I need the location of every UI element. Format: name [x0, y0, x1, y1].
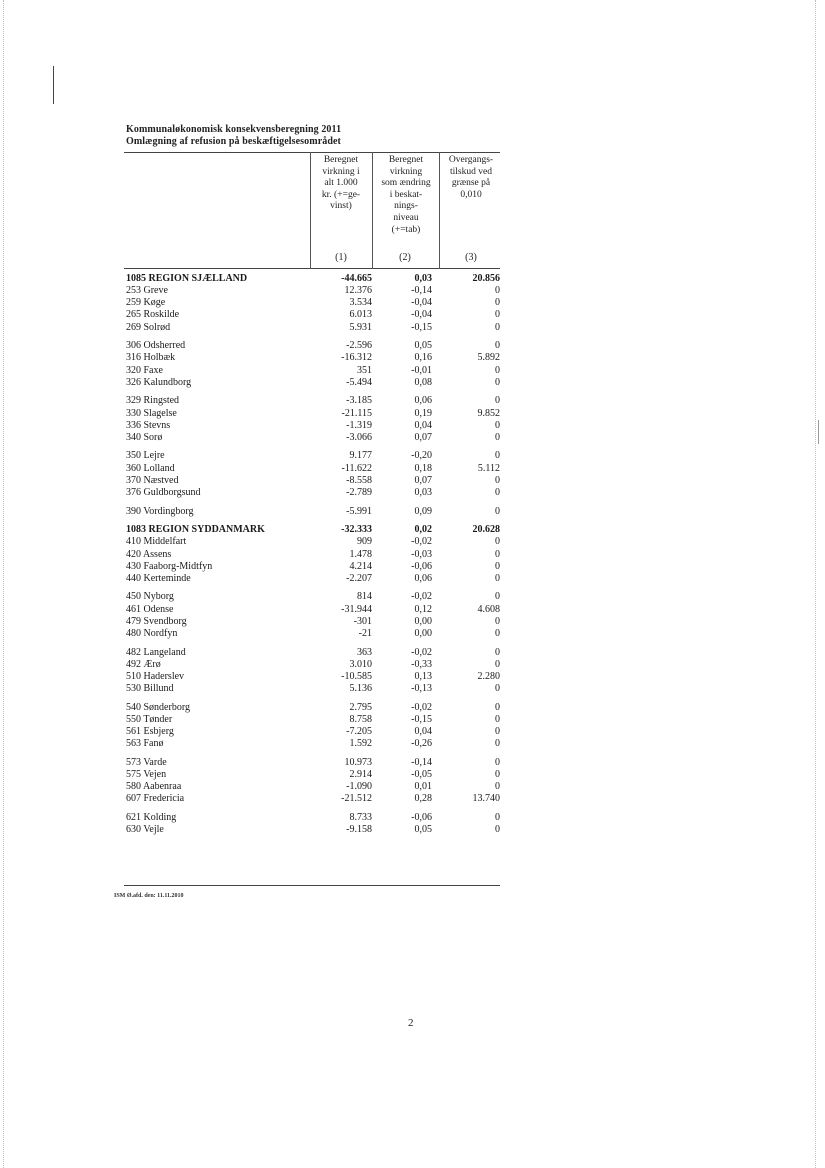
row-value-col2: -0,14 [411, 756, 432, 768]
row-name: 561 Esbjerg [126, 725, 174, 737]
row-name: 326 Kalundborg [126, 376, 192, 388]
table-row [0, 781, 825, 793]
row-value-col3: 13.740 [472, 793, 500, 805]
row-name: 461 Odense [126, 603, 174, 615]
row-value-col2: -0,05 [411, 768, 432, 780]
row-value-col1: 2.914 [349, 768, 372, 780]
row-value-col2: -0,01 [411, 364, 432, 376]
table-row [0, 285, 825, 297]
row-value-col3: 0 [495, 536, 500, 548]
row-name: 265 Roskilde [126, 309, 180, 321]
row-value-col3: 0 [495, 505, 500, 517]
row-value-col3: 0 [495, 297, 500, 309]
row-value-col1: -11.622 [341, 462, 372, 474]
row-value-col1: -3.066 [346, 431, 372, 443]
row-value-col2: 0,00 [414, 615, 432, 627]
row-name: 253 Greve [126, 285, 168, 297]
row-value-col1: -16.312 [341, 352, 372, 364]
row-value-col1: 1.478 [349, 548, 372, 560]
row-value-col3: 0 [495, 548, 500, 560]
table-row [0, 561, 825, 573]
row-name: 440 Kerteminde [126, 572, 191, 584]
row-value-col2: 0,19 [414, 407, 432, 419]
row-value-col2: -0,04 [411, 309, 432, 321]
row-value-col3: 0 [495, 340, 500, 352]
row-value-col2: -0,06 [411, 560, 432, 572]
row-value-col3: 0 [495, 450, 500, 462]
row-value-col1: -7.205 [346, 725, 372, 737]
table-row [0, 812, 825, 824]
table-row [0, 297, 825, 309]
table-row [0, 352, 825, 364]
row-value-col2: 0,03 [414, 486, 432, 498]
row-value-col3: 2.280 [477, 670, 500, 682]
document-subtitle: Omlægning af refusion på beskæftigelsesområdet [126, 136, 341, 147]
row-value-col1: -21.115 [341, 407, 372, 419]
row-name: 336 Stevns [126, 419, 171, 431]
row-name: 573 Varde [126, 756, 167, 768]
row-name: 575 Vejen [126, 768, 167, 780]
row-value-col2: 0,02 [414, 524, 432, 536]
row-value-col3: 20.628 [472, 524, 500, 536]
column-number-3: (3) [465, 252, 477, 263]
table-row [0, 340, 825, 352]
table-row [0, 506, 825, 518]
row-value-col3: 0 [495, 738, 500, 750]
footer-note: ISM Ø.afd. den: 11.11.2010 [114, 893, 184, 899]
row-value-col2: -0,26 [411, 738, 432, 750]
row-name: 360 Lolland [126, 462, 175, 474]
row-value-col2: -0,02 [411, 646, 432, 658]
row-name: 482 Langeland [126, 646, 186, 658]
table-row [0, 757, 825, 769]
row-value-col3: 0 [495, 419, 500, 431]
row-name: 630 Vejle [126, 824, 164, 835]
row-value-col3: 0 [495, 646, 500, 658]
row-value-col3: 0 [495, 824, 500, 835]
row-name: 410 Middelfart [126, 536, 187, 548]
row-name: 479 Svendborg [126, 615, 187, 627]
row-value-col1: -9.158 [346, 824, 372, 835]
row-name: 480 Nordfyn [126, 627, 178, 639]
row-name: 370 Næstved [126, 474, 179, 486]
row-value-col2: -0,15 [411, 321, 432, 333]
row-value-col2: -0,04 [411, 297, 432, 309]
row-name: 330 Slagelse [126, 407, 177, 419]
row-name: 316 Holbæk [126, 352, 176, 364]
row-name: 430 Faaborg-Midtfyn [126, 560, 213, 572]
row-value-col3: 0 [495, 627, 500, 639]
row-value-col1: 1.592 [349, 738, 372, 750]
row-name: 340 Sorø [126, 431, 163, 443]
row-name: 269 Solrød [126, 321, 171, 333]
row-value-col3: 0 [495, 285, 500, 297]
table-row [0, 549, 825, 561]
row-value-col1: 351 [357, 364, 372, 376]
row-value-col3: 9.852 [477, 407, 500, 419]
row-value-col1: -31.944 [341, 603, 372, 615]
row-name: 580 Aabenraa [126, 781, 182, 792]
table-row [0, 408, 825, 420]
row-value-col1: -5.494 [346, 376, 372, 388]
row-value-col3: 0 [495, 658, 500, 670]
row-value-col1: 363 [357, 646, 372, 658]
table-row [0, 524, 825, 536]
row-value-col3: 0 [495, 756, 500, 768]
row-name: 540 Sønderborg [126, 701, 190, 713]
row-name: 621 Kolding [126, 811, 177, 823]
row-name: 1085 REGION SJÆLLAND [126, 273, 248, 284]
row-value-col2: 0,28 [414, 793, 432, 805]
row-value-col2: -0,02 [411, 701, 432, 713]
row-name: 1083 REGION SYDDANMARK [126, 524, 265, 536]
row-value-col1: -21.512 [341, 793, 372, 805]
column-header-2: Beregnet virkning som ændring i beskat- nings- niveau (+=tab) [381, 155, 431, 235]
row-value-col2: 0,13 [414, 670, 432, 682]
table-row [0, 628, 825, 640]
table-row [0, 714, 825, 726]
row-value-col1: 8.758 [349, 713, 372, 725]
row-value-col3: 0 [495, 431, 500, 443]
row-value-col2: 0,03 [414, 273, 432, 284]
row-value-col3: 5.112 [477, 462, 500, 474]
row-value-col1: -32.333 [341, 524, 372, 536]
table-bottom-rule [124, 885, 500, 886]
row-value-col2: 0,04 [414, 419, 432, 431]
page-number: 2 [408, 1017, 414, 1029]
row-value-col2: 0,07 [414, 431, 432, 443]
table-row [0, 647, 825, 659]
row-value-col2: -0,14 [411, 285, 432, 297]
row-value-col3: 0 [495, 560, 500, 572]
row-value-col2: 0,06 [414, 572, 432, 584]
table-row [0, 591, 825, 603]
table-row [0, 616, 825, 628]
row-name: 420 Assens [126, 548, 172, 560]
row-value-col1: 5.931 [349, 321, 372, 333]
table-row [0, 475, 825, 487]
row-value-col1: 3.534 [349, 297, 372, 309]
table-row [0, 450, 825, 462]
table-row [0, 365, 825, 377]
table-row [0, 683, 825, 695]
table-row [0, 726, 825, 738]
table-row [0, 322, 825, 334]
row-value-col1: -2.596 [346, 340, 372, 352]
row-value-col3: 0 [495, 486, 500, 498]
row-value-col1: -301 [353, 615, 372, 627]
table-row [0, 604, 825, 616]
table-row [0, 702, 825, 714]
row-name: 390 Vordingborg [126, 505, 194, 517]
table-row [0, 671, 825, 683]
column-number-1: (1) [335, 252, 347, 263]
row-value-col1: -1.319 [346, 419, 372, 431]
row-value-col1: 3.010 [349, 658, 372, 670]
row-value-col2: 0,16 [414, 352, 432, 364]
row-name: 450 Nyborg [126, 591, 174, 603]
column-header-3: Overgangs- tilskud ved grænse på 0,010 [448, 155, 494, 200]
table-row [0, 659, 825, 671]
table-row [0, 573, 825, 585]
row-value-col2: -0,20 [411, 450, 432, 462]
row-value-col1: -44.665 [341, 273, 372, 284]
row-value-col2: -0,02 [411, 591, 432, 603]
row-value-col1: -1.090 [346, 781, 372, 792]
row-value-col3: 20.856 [472, 273, 500, 284]
row-value-col3: 0 [495, 364, 500, 376]
table-top-rule [124, 152, 500, 153]
row-value-col2: 0,05 [414, 340, 432, 352]
row-value-col3: 0 [495, 395, 500, 407]
document-title: Kommunaløkonomisk konsekvensberegning 2011 [126, 124, 342, 135]
row-value-col2: 0,12 [414, 603, 432, 615]
row-value-col3: 0 [495, 615, 500, 627]
row-value-col3: 0 [495, 725, 500, 737]
row-name: 329 Ringsted [126, 395, 180, 407]
table-row [0, 432, 825, 444]
table-row [0, 309, 825, 321]
row-value-col3: 0 [495, 683, 500, 694]
row-value-col2: 0,01 [414, 781, 432, 792]
table-header-rule [124, 268, 500, 269]
row-value-col2: 0,18 [414, 462, 432, 474]
row-name: 563 Fanø [126, 738, 164, 750]
row-value-col1: 10.973 [344, 756, 372, 768]
column-number-2: (2) [399, 252, 411, 263]
row-name: 259 Køge [126, 297, 166, 309]
row-value-col3: 0 [495, 768, 500, 780]
row-value-col3: 4.608 [477, 603, 500, 615]
row-value-col1: 8.733 [349, 811, 372, 823]
row-value-col3: 0 [495, 781, 500, 792]
row-name: 306 Odsherred [126, 340, 186, 352]
table-row [0, 273, 825, 285]
row-value-col1: 909 [357, 536, 372, 548]
row-value-col2: -0,02 [411, 536, 432, 548]
row-value-col1: 9.177 [349, 450, 372, 462]
row-value-col1: 6.013 [349, 309, 372, 321]
row-value-col1: -2.207 [346, 572, 372, 584]
row-name: 376 Guldborgsund [126, 486, 201, 498]
row-value-col2: 0,00 [414, 627, 432, 639]
row-value-col3: 0 [495, 591, 500, 603]
row-value-col2: 0,05 [414, 824, 432, 835]
row-value-col1: 2.795 [349, 701, 372, 713]
row-value-col3: 0 [495, 376, 500, 388]
row-value-col1: -5.991 [346, 505, 372, 517]
row-value-col2: -0,13 [411, 683, 432, 694]
row-value-col3: 0 [495, 474, 500, 486]
row-value-col1: -3.185 [346, 395, 372, 407]
table-row [0, 420, 825, 432]
row-value-col2: 0,07 [414, 474, 432, 486]
row-name: 320 Faxe [126, 364, 163, 376]
row-value-col3: 0 [495, 309, 500, 321]
row-value-col2: -0,15 [411, 713, 432, 725]
row-value-col3: 0 [495, 713, 500, 725]
row-value-col2: 0,06 [414, 395, 432, 407]
table-row [0, 824, 825, 836]
row-value-col2: -0,06 [411, 811, 432, 823]
row-value-col1: -10.585 [341, 670, 372, 682]
margin-mark [53, 66, 54, 104]
row-value-col2: -0,33 [411, 658, 432, 670]
table-row [0, 377, 825, 389]
row-name: 550 Tønder [126, 713, 173, 725]
row-value-col3: 5.892 [477, 352, 500, 364]
row-name: 350 Lejre [126, 450, 165, 462]
row-value-col2: 0,04 [414, 725, 432, 737]
column-header-1: Beregnet virkning i alt 1.000 kr. (+=ge- vinst) [321, 155, 361, 212]
table-row [0, 793, 825, 805]
row-value-col1: 5.136 [349, 683, 372, 694]
row-value-col1: -8.558 [346, 474, 372, 486]
table-row [0, 487, 825, 499]
row-value-col3: 0 [495, 811, 500, 823]
row-value-col2: 0,08 [414, 376, 432, 388]
table-row [0, 395, 825, 407]
row-name: 607 Fredericia [126, 793, 185, 805]
row-value-col1: 814 [357, 591, 372, 603]
row-name: 530 Billund [126, 683, 174, 694]
table-row [0, 738, 825, 750]
row-value-col1: 4.214 [349, 560, 372, 572]
table-row [0, 769, 825, 781]
row-value-col2: 0,09 [414, 505, 432, 517]
row-value-col3: 0 [495, 321, 500, 333]
row-value-col2: -0,03 [411, 548, 432, 560]
table-row [0, 463, 825, 475]
row-value-col1: -2.789 [346, 486, 372, 498]
row-value-col1: -21 [358, 627, 372, 639]
row-name: 510 Haderslev [126, 670, 185, 682]
row-value-col1: 12.376 [344, 285, 372, 297]
table-row [0, 536, 825, 548]
row-value-col3: 0 [495, 572, 500, 584]
row-name: 492 Ærø [126, 658, 161, 670]
row-value-col3: 0 [495, 701, 500, 713]
